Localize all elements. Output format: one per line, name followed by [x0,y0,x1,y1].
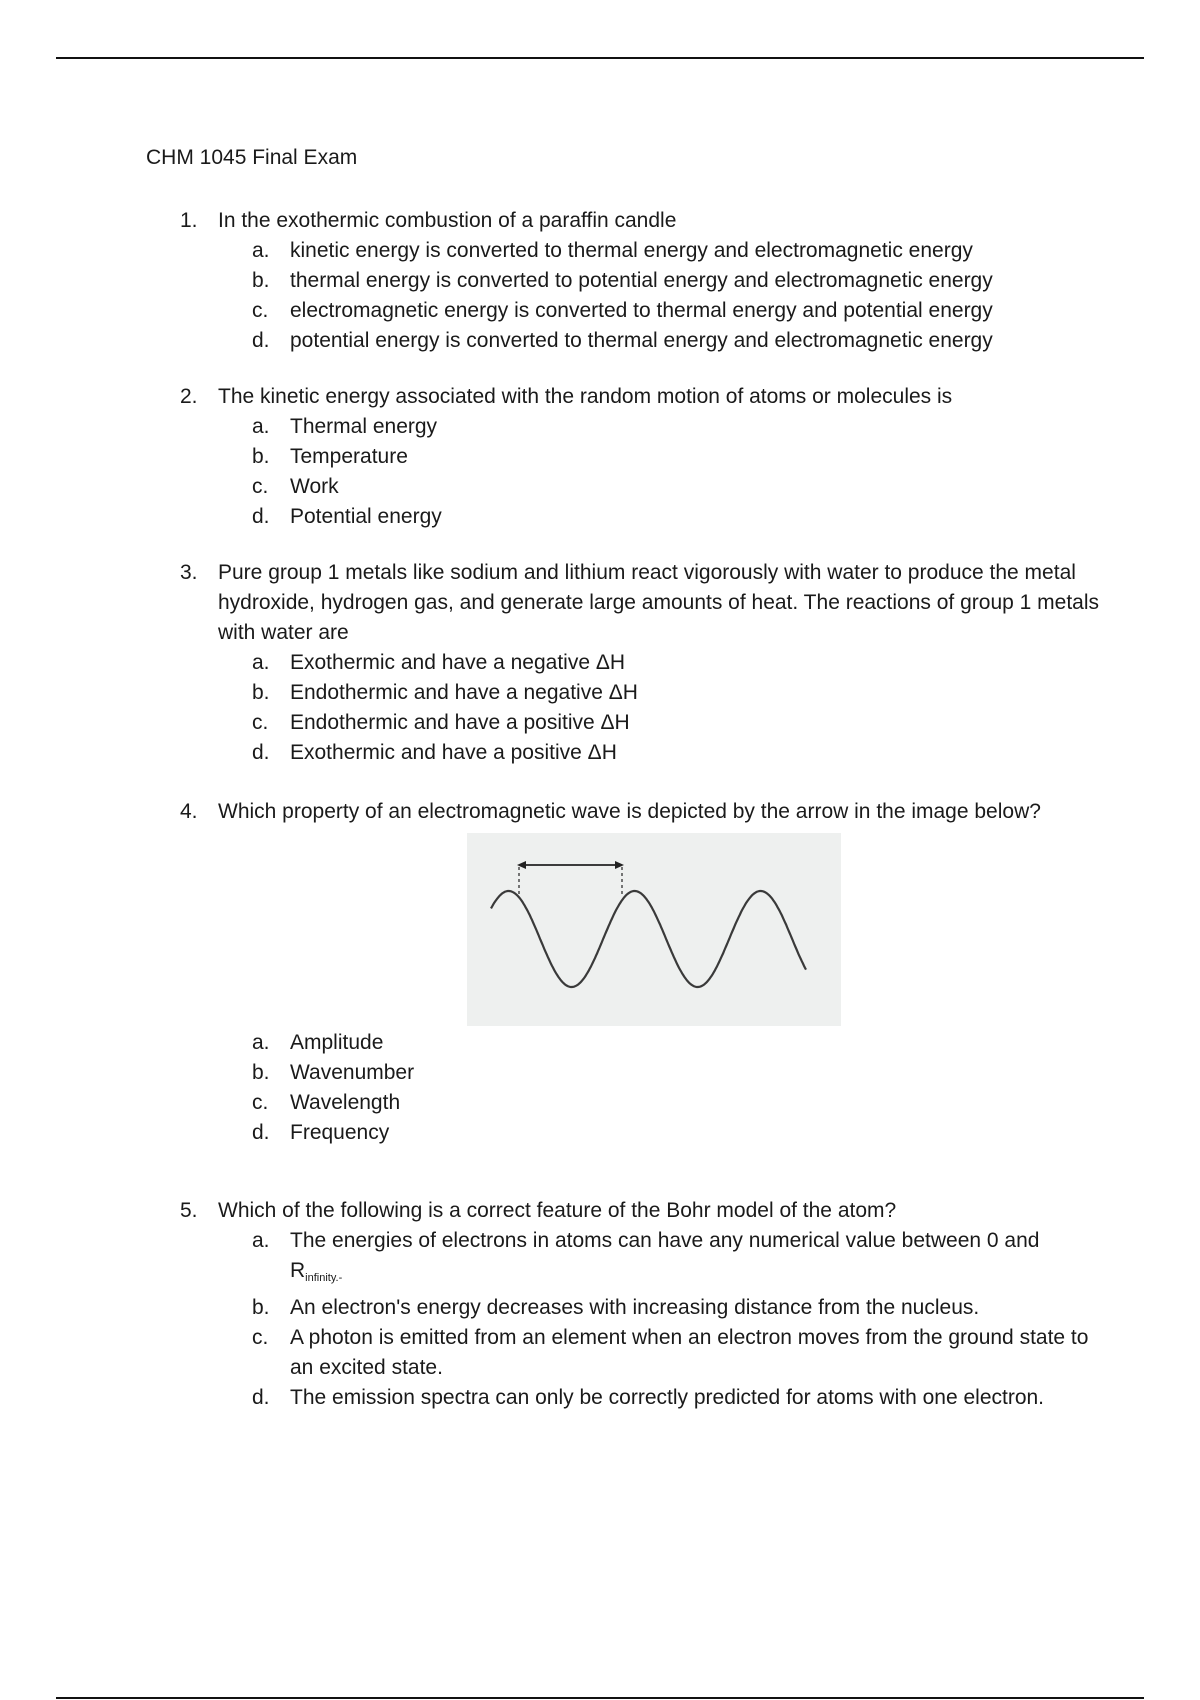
question-text: Which property of an electromagnetic wave is depicted by the arrow in the image below? [218,800,1041,823]
question-1 [180,206,1100,356]
option-a: a. Amplitude [252,1031,384,1054]
top-rule [56,57,1144,59]
option-c: c. A photon is emitted from an element when an electron moves from the ground state to an excited state. [252,1326,1089,1379]
bottom-rule [56,1697,1144,1699]
question-4 [180,797,1100,1148]
question-text: In the exothermic combustion of a paraffin candle [218,209,677,232]
question-text: Which of the following is a correct feature of the Bohr model of the atom? [218,1199,897,1222]
option-d: d. potential energy is converted to thermal energy and electromagnetic energy [252,329,993,352]
option-b: b. An electron's energy decreases with increasing distance from the nucleus. [252,1296,980,1319]
option-a: a. Thermal energy [252,415,438,438]
option-d: d. Exothermic and have a positive ΔH [252,741,617,764]
question-text: The kinetic energy associated with the random motion of atoms or molecules is [218,385,953,408]
option-b: b. thermal energy is converted to potential energy and electromagnetic energy [252,269,993,292]
option-c: c. electromagnetic energy is converted to thermal energy and potential energy [252,299,993,322]
option-b: b. Temperature [252,445,408,468]
option-a: a. The energies of electrons in atoms can have any numerical value between 0 and $R_{infinity.-}$ [252,1229,1040,1284]
option-c: c. Wavelength [252,1091,401,1114]
question-text: Pure group 1 metals like sodium and lithium react vigorously with water to produce the metal hydroxide, hydrogen gas, and generate large amounts of heat. The reactions of group 1 metals with water are [218,561,1100,644]
option-d: d. Potential energy [252,505,442,528]
question-number: 4. [180,800,198,823]
option-d: d. The emission spectra can only be correctly predicted for atoms with one electron. [252,1386,1045,1409]
question-3 [180,558,1100,768]
question-number: 2. [180,385,198,408]
option-b: b. Wavenumber [252,1061,415,1084]
option-d: d. Frequency [252,1121,390,1144]
question-2 [180,382,1100,532]
sine-wave [491,891,806,987]
option-a: a. Exothermic and have a negative ΔH [252,651,626,674]
option-b: b. Endothermic and have a negative ΔH [252,681,638,704]
question-number: 3. [180,561,198,584]
option-c: c. Endothermic and have a positive ΔH [252,711,630,734]
electromagnetic-wave-figure [467,833,841,1026]
question-5 [180,1196,1100,1413]
option-c: c. Work [252,475,339,498]
question-number: 1. [180,209,198,232]
question-number: 5. [180,1199,198,1222]
page-title: CHM 1045 Final Exam [146,146,358,169]
option-a: a. kinetic energy is converted to thermal energy and electromagnetic energy [252,239,973,262]
